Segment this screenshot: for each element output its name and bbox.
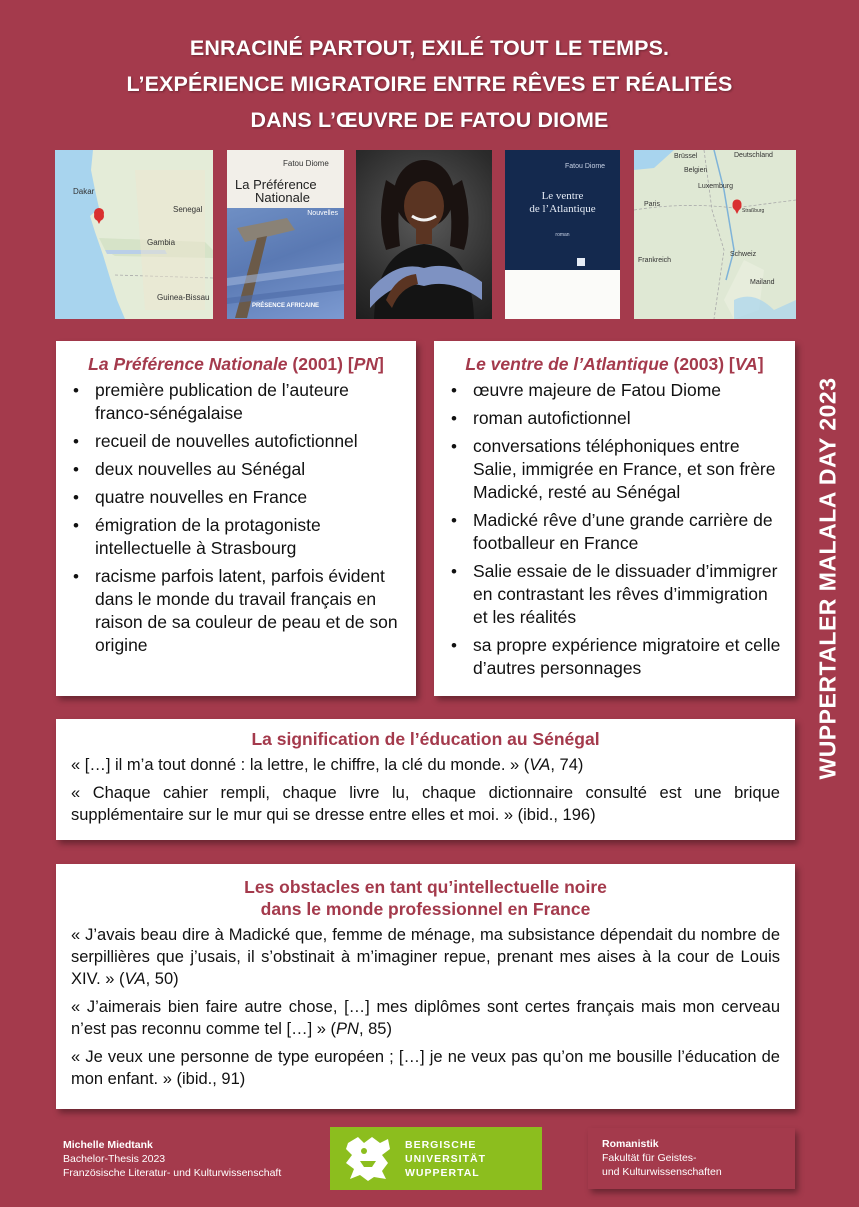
map-label-schweiz: Schweiz — [730, 251, 757, 258]
footer-dept: Romanistik — [602, 1138, 659, 1150]
book1-title-2: Nationale — [255, 190, 310, 205]
uni-line-1: BERGISCHE — [405, 1139, 477, 1151]
side-label-text: WUPPERTALER MALALA DAY 2023 — [814, 376, 841, 780]
book1-title-1: La Préférence — [235, 177, 317, 192]
pn-title-rest: (2001) [ — [287, 354, 354, 374]
footer-author-block — [63, 1138, 281, 1180]
title-line-1: ENRACINÉ PARTOUT, EXILÉ TOUT LE TEMPS. — [189, 36, 670, 60]
list-item: • recueil de nouvelles autofictionnel — [70, 430, 402, 453]
list-item: • première publication de l’auteure franco-sénégalaise — [70, 379, 402, 425]
title-line-2: L’EXPÉRIENCE MIGRATOIRE ENTRE RÊVES ET RÉALITÉS — [126, 72, 733, 96]
obstacles-q2-text: « J’aimerais bien faire autre chose, […] mes diplômes sont certes français mais mon cerveau n’est pas reconnu comme tel […] » ( — [71, 998, 780, 1038]
va-title-italic: Le ventre de l’Atlantique — [465, 354, 669, 374]
university-logo — [330, 1127, 542, 1190]
list-item: • racisme parfois latent, parfois évident dans le monde du travail français en raison de sa couleur de peau et de son origine — [70, 565, 402, 657]
uni-line-3: WUPPERTAL — [405, 1167, 480, 1179]
map-label-belgien: Belgien — [684, 167, 708, 174]
va-title-close: ] — [757, 354, 764, 374]
list-item: • émigration de la protagoniste intellectuelle à Strasbourg — [70, 514, 402, 560]
education-heading: La signification de l’éducation au Sénégal — [251, 729, 600, 749]
pn-title-close: ] — [378, 354, 384, 374]
obstacles-title-1: Les obstacles en tant qu’intellectuelle noire — [244, 877, 607, 897]
obstacles-quote-2 — [71, 996, 780, 1040]
book1-publisher: PRÉSENCE AFRICAINE — [251, 303, 320, 309]
education-q1-text: « […] il m’a tout donné : la lettre, le chiffre, la clé du monde. » ( — [71, 756, 530, 774]
obstacles-quote-3: « Je veux une personne de type européen ; […] je ne veux pas qu’on me bousille l’éducation de mon enfant. » (ibid., 91) — [71, 1048, 780, 1088]
obstacles-q2-ref: PN — [336, 1020, 359, 1038]
obstacles-q2-ref-rest: , 85) — [358, 1020, 392, 1038]
map-label-mailand: Mailand — [750, 279, 775, 286]
education-q1-ref-rest: , 74) — [550, 756, 584, 774]
book2-title-1: Le ventre — [541, 190, 584, 202]
footer-dept-2: Fakultät für Geistes- — [602, 1152, 697, 1164]
va-title-rest: (2003) [ — [668, 354, 735, 374]
obstacles-q1-ref: VA — [124, 970, 146, 988]
obstacles-title-2: dans le monde professionnel en France — [260, 899, 591, 919]
obstacles-quote-1 — [71, 924, 780, 990]
pn-list — [70, 379, 402, 657]
education-q1-ref: VA — [529, 756, 551, 774]
map-label-gambia: Gambia — [147, 238, 176, 247]
poster-title — [0, 30, 859, 138]
author-portrait — [356, 150, 492, 319]
list-item: • quatre nouvelles en France — [70, 486, 402, 509]
box-ventre-atlantique — [434, 341, 795, 696]
book2-title-2: de l’Atlantique — [529, 203, 596, 215]
footer-dept-3: und Kulturwissenschaften — [602, 1166, 722, 1178]
book-cover-ventre-atlantique — [505, 150, 620, 319]
map-label-guinea: Guinea-Bissau — [157, 293, 210, 302]
footer-dept-block — [588, 1128, 795, 1189]
book2-sub: roman — [555, 232, 570, 238]
footer-line-3: Französische Literatur- und Kulturwissenschaft — [63, 1167, 282, 1179]
obstacles-q1-text: « J’avais beau dire à Madické que, femme de ménage, ma subsistance dépendait du nombre de serpillières que j’usais, il s’obstinait à m’imaginer repue, prenant mes aises à la cour de Louis XIV. » ( — [71, 926, 780, 988]
education-quote-1 — [71, 754, 780, 776]
book2-author: Fatou Diome — [565, 163, 606, 170]
list-item: • roman autofictionnel — [448, 407, 781, 430]
education-quote-2: « Chaque cahier rempli, chaque livre lu, chaque dictionnaire consulté est une brique supplémentaire sur le mur qui se dresse entre elles et moi. » (ibid., 196) — [71, 784, 780, 824]
map-label-bruxel: Brüssel — [674, 153, 698, 160]
footer-line-2: Bachelor-Thesis 2023 — [63, 1153, 166, 1165]
map-label-paris: Paris — [644, 201, 660, 208]
lion-icon — [342, 1133, 398, 1185]
book-cover-preference-nationale — [227, 150, 344, 319]
map-senegal — [55, 150, 213, 319]
map-label-senegal: Senegal — [173, 205, 203, 214]
map-label-luxemburg: Luxemburg — [698, 183, 734, 190]
obstacles-q1-ref-rest: , 50) — [145, 970, 179, 988]
list-item: • conversations téléphoniques entre Salie, immigrée en France, et son frère Madické, resté au Sénégal — [448, 435, 781, 504]
box-preference-nationale — [56, 341, 416, 696]
box-obstacles — [56, 864, 795, 1109]
book1-author: Fatou Diome — [283, 159, 329, 168]
va-abbr: VA — [734, 354, 758, 374]
list-item: • Salie essaie de le dissuader d’immigrer en contrastant les rêves d’immigration et les réalités — [448, 560, 781, 629]
box-education — [56, 719, 795, 840]
list-item: • deux nouvelles au Sénégal — [70, 458, 402, 481]
side-label — [808, 318, 848, 838]
title-line-3: DANS L’ŒUVRE DE FATOU DIOME — [250, 108, 609, 132]
book2-publisher-logo — [577, 258, 585, 266]
list-item: • Madické rêve d’une grande carrière de footballeur en France — [448, 509, 781, 555]
obstacles-heading — [71, 876, 780, 920]
list-item: • œuvre majeure de Fatou Diome — [448, 379, 781, 402]
va-list — [448, 379, 781, 680]
footer-author: Michelle Miedtank — [63, 1139, 153, 1151]
map-label-dakar: Dakar — [73, 187, 95, 196]
map-europe — [634, 150, 796, 319]
uni-line-2: UNIVERSITÄT — [405, 1153, 487, 1165]
list-item: • sa propre expérience migratoire et celle d’autres personnages — [448, 634, 781, 680]
va-heading — [448, 353, 781, 375]
pn-heading — [70, 353, 402, 375]
pn-title-italic: La Préférence Nationale — [88, 354, 288, 374]
pn-abbr: PN — [353, 354, 378, 374]
map-label-strasbourg: Straßburg — [742, 208, 765, 214]
book1-sub: Nouvelles — [307, 210, 338, 217]
map-label-frankreich: Frankreich — [638, 257, 672, 264]
map-label-deutschland: Deutschland — [734, 152, 773, 159]
